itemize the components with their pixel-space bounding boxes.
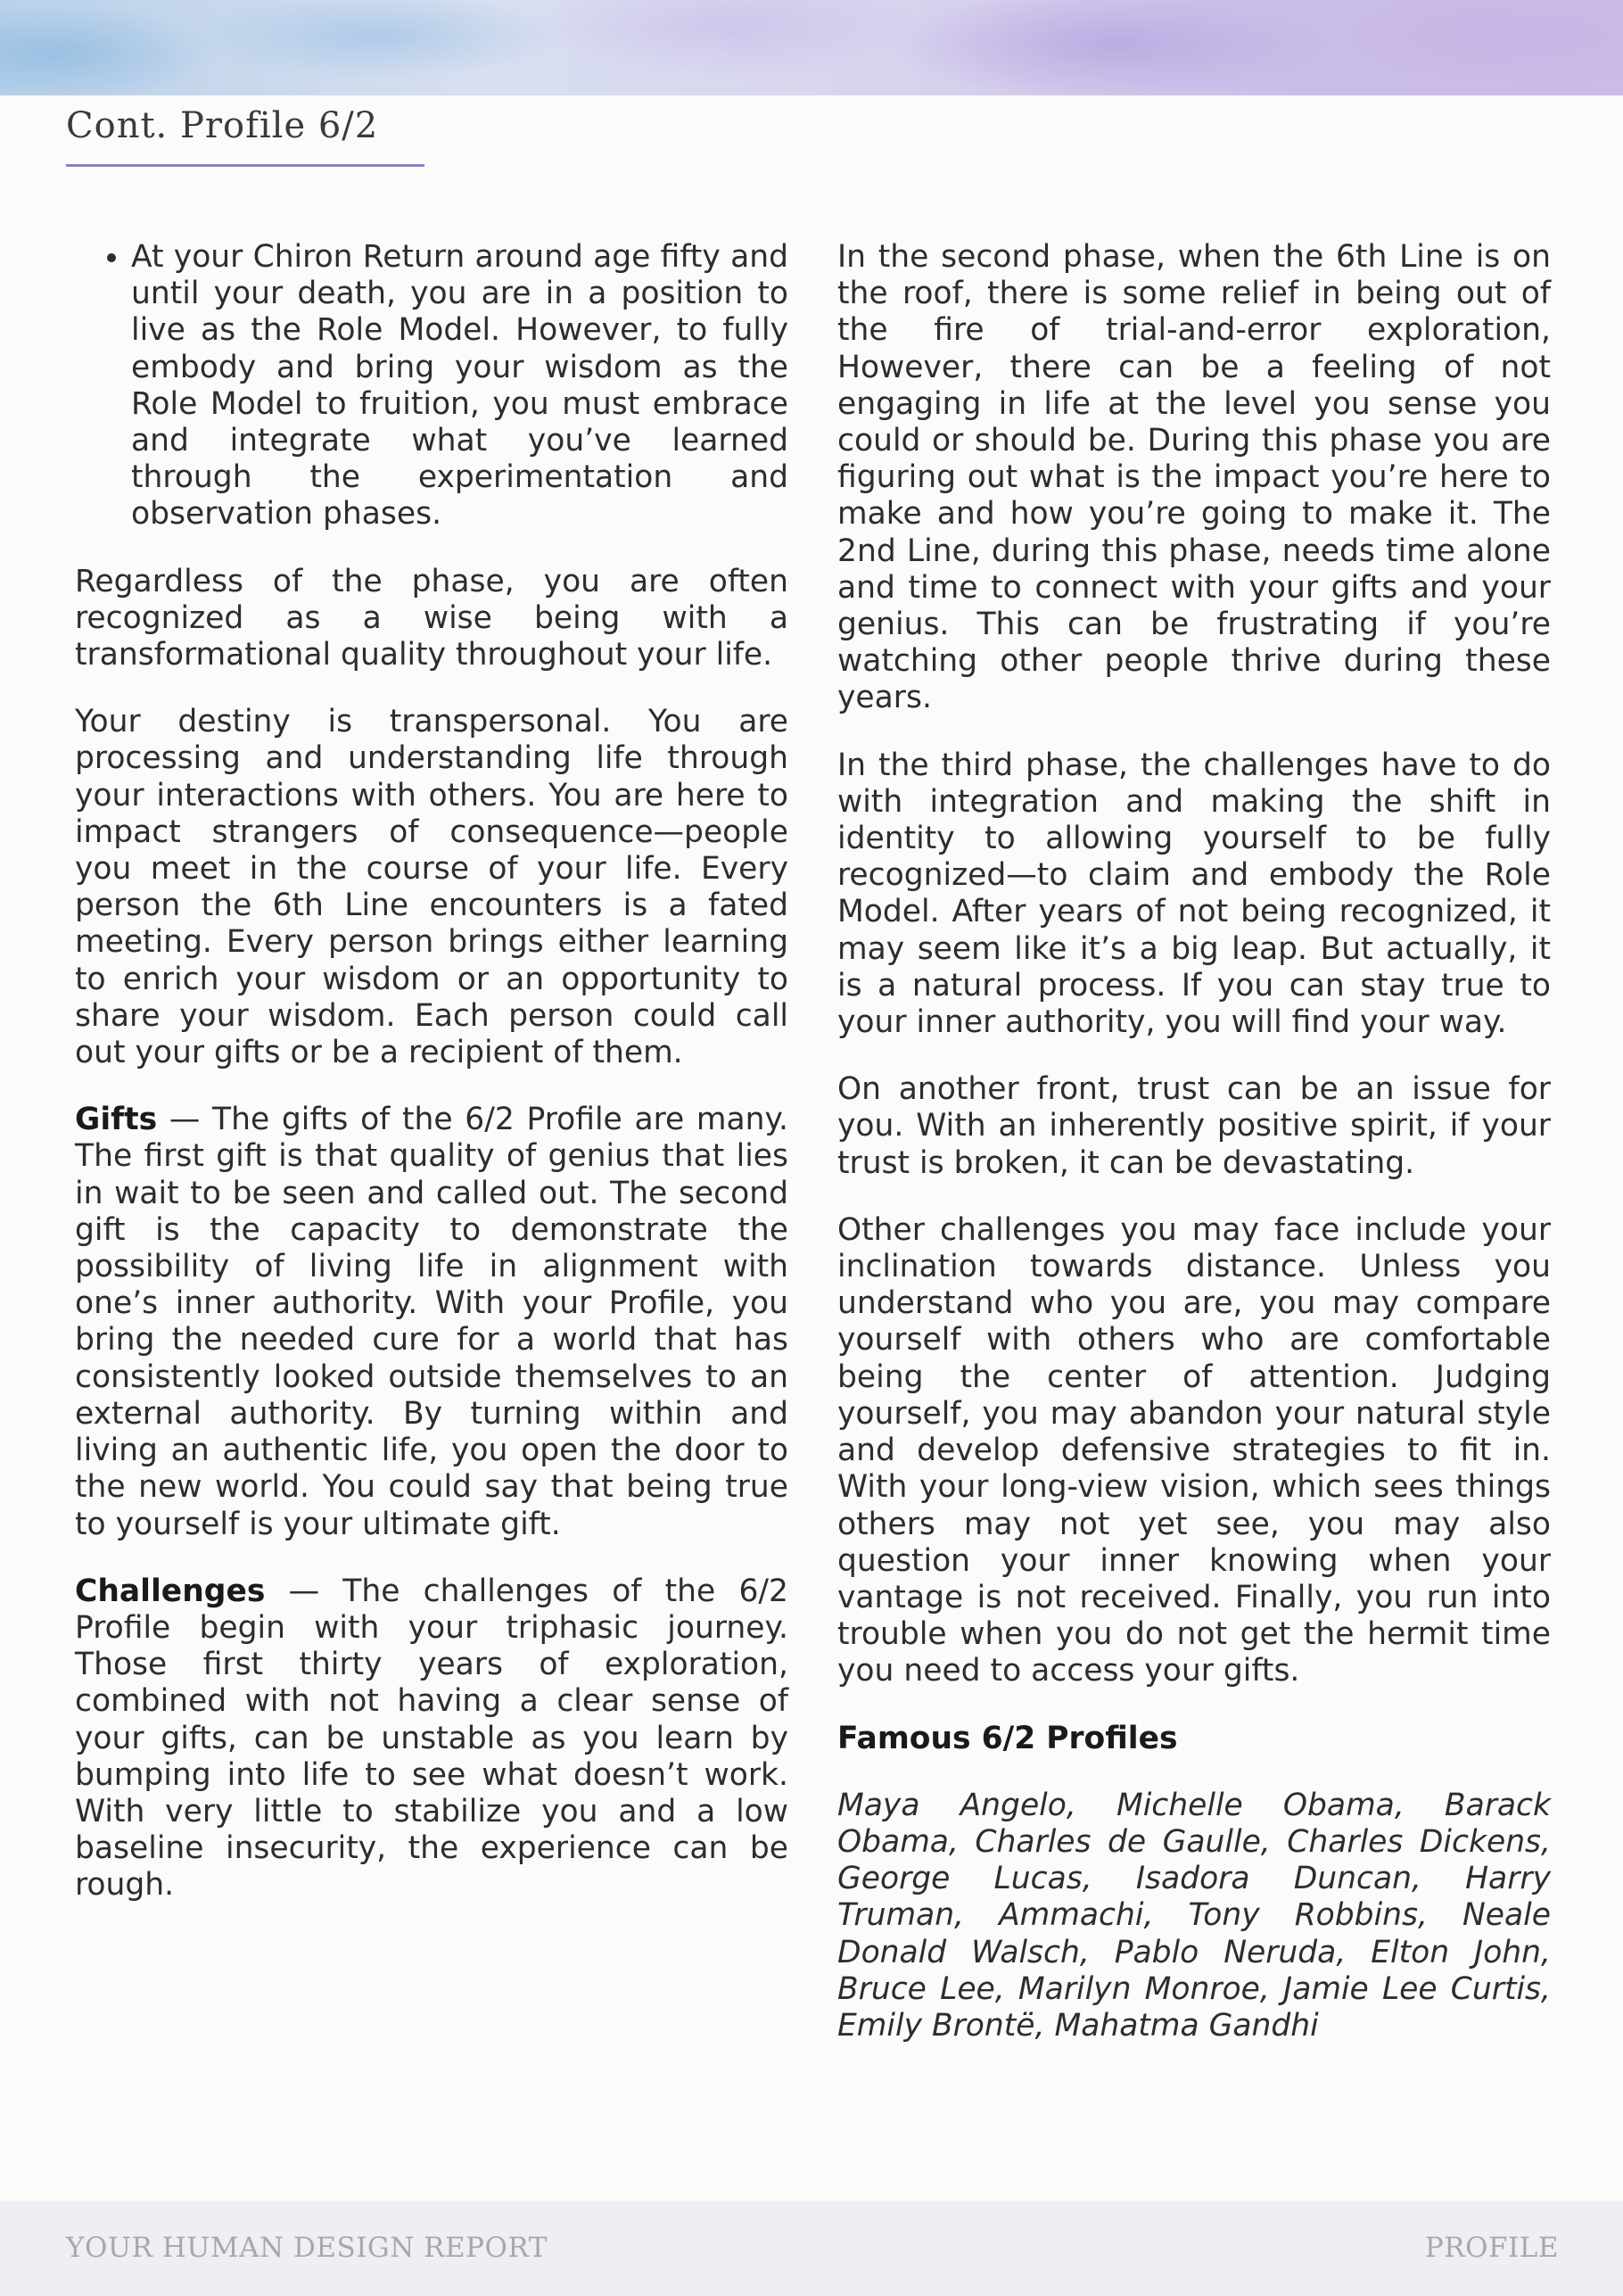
paragraph-third-phase: In the third phase, the challenges have to do with integration and making the shift in identity to allowing yourself to be fully recognized—to claim and embody the Role Model. After years of not being recognized, it may seem like it’s a big leap. But actually, it is a natural process. If you can stay true to your inner authority, you will find your way. — [837, 747, 1551, 1041]
paragraph-second-phase: In the second phase, when the 6th Line is on the roof, there is some relief in being out of the fire of trial-and-error exploration, However, there can be a feeling of not engaging in life at the level you sense you could or should be. During this phase you are figuring out what is the impact you’re here to make and how you’re going to make it. The 2nd Line, during this phase, needs time alone and time to connect with your gifts and your genius. This can be frustrating if you’re watching other people thrive during these years. — [837, 239, 1551, 716]
paragraph-challenges — [75, 1573, 788, 1904]
challenges-text: — The challenges of the 6/2 Profile begin with your triphasic journey. Those first thirty years of exploration, combined with not having a clear sense of your gifts, can be unstable as you learn by bumping into life to see what doesn’t work. With very little to stabilize you and a low baseline insecurity, the experience can be rough. — [75, 1573, 788, 1904]
right-column — [837, 239, 1551, 2075]
left-column — [75, 239, 788, 1935]
paragraph-destiny: Your destiny is transpersonal. You are processing and understanding life through your interactions with others. You are here to impact strangers of consequence—people you meet in the course of your life. Every person the 6th Line encounters is a fated meeting. Every person brings either learning to enrich your wisdom or an opportunity to share your wisdom. Each person could call out your gifts or be a recipient of them. — [75, 704, 788, 1071]
challenges-label: Challenges — [75, 1573, 266, 1609]
famous-profiles-heading: Famous 6/2 Profiles — [837, 1720, 1178, 1756]
paragraph-wise-being: Regardless of the phase, you are often recognized as a wise being with a transformational quality throughout your life. — [75, 563, 788, 673]
footer-section-name: PROFILE — [1424, 2232, 1559, 2264]
footer-report-name: YOUR HUMAN DESIGN REPORT — [66, 2232, 548, 2264]
gifts-text: — The gifts of the 6/2 Profile are many. The first gift is that quality of genius that lies in wait to be seen and called out. The second gift is the capacity to demonstrate the possibility of living life in alignment with one’s inner authority. With your Profile, you bring the needed cure for a world that has consistently looked outside themselves to an external authority. By turning within and living an authentic life, you open the door to the new world. You could say that being true to yourself is your ultimate gift. — [75, 1102, 788, 1542]
decorative-watercolor-banner — [0, 0, 1623, 95]
gifts-label: Gifts — [75, 1102, 158, 1138]
famous-profiles-list: Maya Angelo, Michelle Obama, Barack Obama, Charles de Gaulle, Charles Dickens, George Lucas, Isadora Duncan, Harry Truman, Ammachi, Tony Robbins, Neale Donald Walsch, Pablo Neruda, Elton John, Bruce Lee, Marilyn Monroe, Jamie Lee Curtis, Emily Brontë, Mahatma Gandhi — [837, 1787, 1551, 2044]
bullet-list — [75, 239, 788, 533]
bullet-item-chiron-return: • At your Chiron Return around age fifty and until your death, you are in a position to live as the Role Model. However, to fully embody and bring your wisdom as the Role Model to fruition, you must embrace and integrate what you’ve learned through the experimentation and observation phases. — [131, 239, 788, 533]
page-title: Cont. Profile 6/2 — [66, 105, 379, 146]
paragraph-other-challenges: Other challenges you may face include your inclination towards distance. Unless you understand who you are, you may compare yourself with others who are comfortable being the center of attention. Judging yourself, you may abandon your natural style and develop defensive strategies to fit in. With your long-view vision, which sees things others may not yet see, you may also question your inner knowing when your vantage is not received. Finally, you run into trouble when you do not get the hermit time you need to access your gifts. — [837, 1211, 1551, 1689]
paragraph-trust: On another front, trust can be an issue for you. With an inherently positive spirit, if your trust is broken, it can be devastating. — [837, 1071, 1551, 1181]
title-underline — [66, 164, 424, 167]
paragraph-gifts — [75, 1102, 788, 1542]
